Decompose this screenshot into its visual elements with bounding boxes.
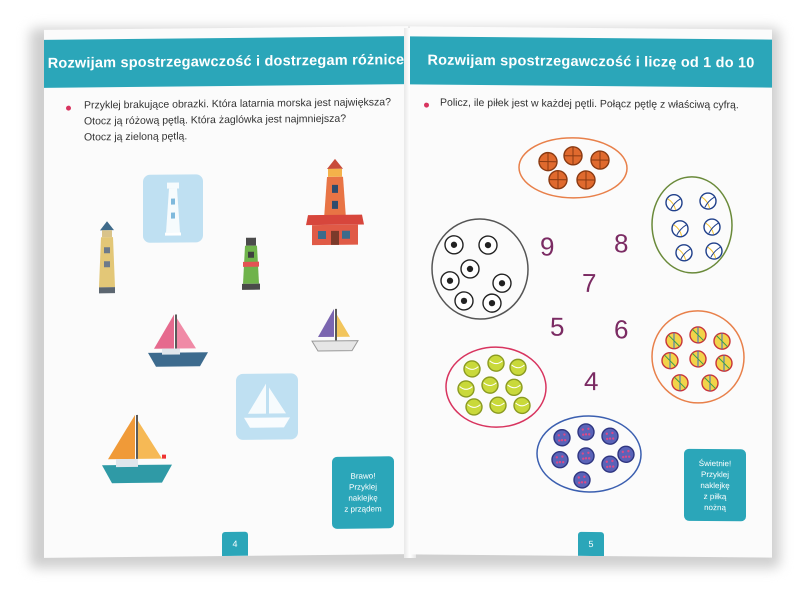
sticker-line: Przyklej [700, 469, 729, 479]
beachball-icon [672, 375, 688, 391]
page-number-left: 4 [222, 532, 248, 556]
number-7[interactable]: 7 [582, 267, 597, 299]
beachball-icon [690, 327, 706, 343]
left-instructions [84, 94, 404, 145]
tennisball-icon [482, 377, 498, 393]
right-page-title: Rozwijam spostrzegawczość i liczę od 1 do 10 [410, 36, 772, 87]
basketball-icon [591, 151, 609, 169]
blueball-icon [578, 424, 594, 440]
tennisball-icon [510, 359, 526, 375]
right-page [410, 26, 772, 557]
basketball-icon [539, 153, 557, 171]
basketball-icon [577, 171, 595, 189]
volleyball-icon [706, 243, 722, 259]
volleyball-icon [700, 193, 716, 209]
sticker-line: z piłką nożną [703, 491, 727, 512]
beachball-icon [662, 353, 678, 369]
number-5[interactable]: 5 [550, 311, 565, 342]
blueball-icon [602, 428, 618, 444]
bullet-icon [424, 103, 429, 108]
volleyball-group [650, 175, 734, 276]
tennisball-icon [488, 355, 504, 371]
basketball-group [518, 135, 628, 200]
football-icon [441, 272, 459, 290]
sticker-placeholder-sailboat [236, 373, 298, 440]
sticker-line: Brawo! [350, 471, 376, 481]
left-page [44, 26, 408, 558]
instruction-line: Otocz ją zieloną pętlą. [84, 130, 188, 144]
volleyball-icon [672, 221, 688, 237]
tennisball-icon [506, 379, 522, 395]
football-icon [483, 294, 501, 312]
tennisball-icon [458, 381, 474, 397]
volleyball-icon [704, 219, 720, 235]
blueball-icon [552, 452, 568, 468]
volleyball-icon [666, 195, 682, 211]
tennisball-icon [464, 361, 480, 377]
lighthouse-big-icon [306, 159, 364, 246]
page-number-right: 5 [578, 532, 604, 556]
tennisball-icon [514, 397, 530, 413]
number-4[interactable]: 4 [584, 365, 599, 397]
beachball-group [650, 309, 746, 406]
sticker-line: Przyklej [348, 482, 377, 492]
beachball-icon [702, 375, 718, 391]
sailboat-pink-icon [148, 314, 208, 369]
lighthouse-small-icon [96, 221, 118, 293]
tennisball-group [444, 345, 548, 430]
sailboat-orange-icon [102, 415, 172, 488]
football-group [430, 217, 530, 322]
sticker-text-left [340, 470, 386, 514]
left-page-title: Rozwijam spostrzegawczość i dostrzegam różnice [44, 36, 408, 88]
football-icon [445, 236, 463, 254]
sticker-line: naklejkę [700, 480, 730, 490]
beachball-icon [714, 333, 730, 349]
sticker-placeholder-lighthouse [143, 174, 203, 243]
volleyball-icon [676, 245, 692, 261]
tennisball-icon [466, 399, 482, 415]
football-icon [455, 292, 473, 310]
sticker-line: Świetnie! [698, 458, 732, 468]
blueball-group [536, 414, 642, 495]
basketball-icon [549, 171, 567, 189]
sticker-text-right [692, 457, 738, 512]
number-9[interactable]: 9 [540, 231, 555, 262]
blueball-icon [574, 472, 590, 488]
right-instruction: Policz, ile piłek jest w każdej pętli. Połącz pętlę z właściwą cyfrą. [440, 96, 739, 112]
beachball-icon [690, 351, 706, 367]
basketball-icon [564, 147, 582, 165]
sticker-box-left [332, 456, 394, 529]
beachball-icon [666, 333, 682, 349]
blueball-icon [618, 446, 634, 462]
beachball-icon [716, 355, 732, 371]
sailboat-purple-icon [312, 309, 358, 353]
football-icon [493, 274, 511, 292]
blueball-icon [554, 430, 570, 446]
tennisball-icon [490, 397, 506, 413]
instruction-line: Otocz ją różową pętlą. Która żaglówka jest najmniejsza? [84, 112, 347, 128]
blueball-icon [602, 456, 618, 472]
football-icon [461, 260, 479, 278]
bullet-icon [66, 106, 71, 111]
sticker-box-right [684, 449, 746, 522]
instruction-line: Przyklej brakujące obrazki. Która latarnia morska jest największa? [84, 96, 391, 112]
lighthouse-green-icon [240, 238, 262, 290]
number-8[interactable]: 8 [614, 228, 629, 259]
sticker-line: naklejkę [348, 493, 378, 503]
football-icon [479, 236, 497, 254]
sticker-line: z prządem [344, 504, 382, 514]
number-6[interactable]: 6 [614, 314, 629, 345]
blueball-icon [578, 448, 594, 464]
